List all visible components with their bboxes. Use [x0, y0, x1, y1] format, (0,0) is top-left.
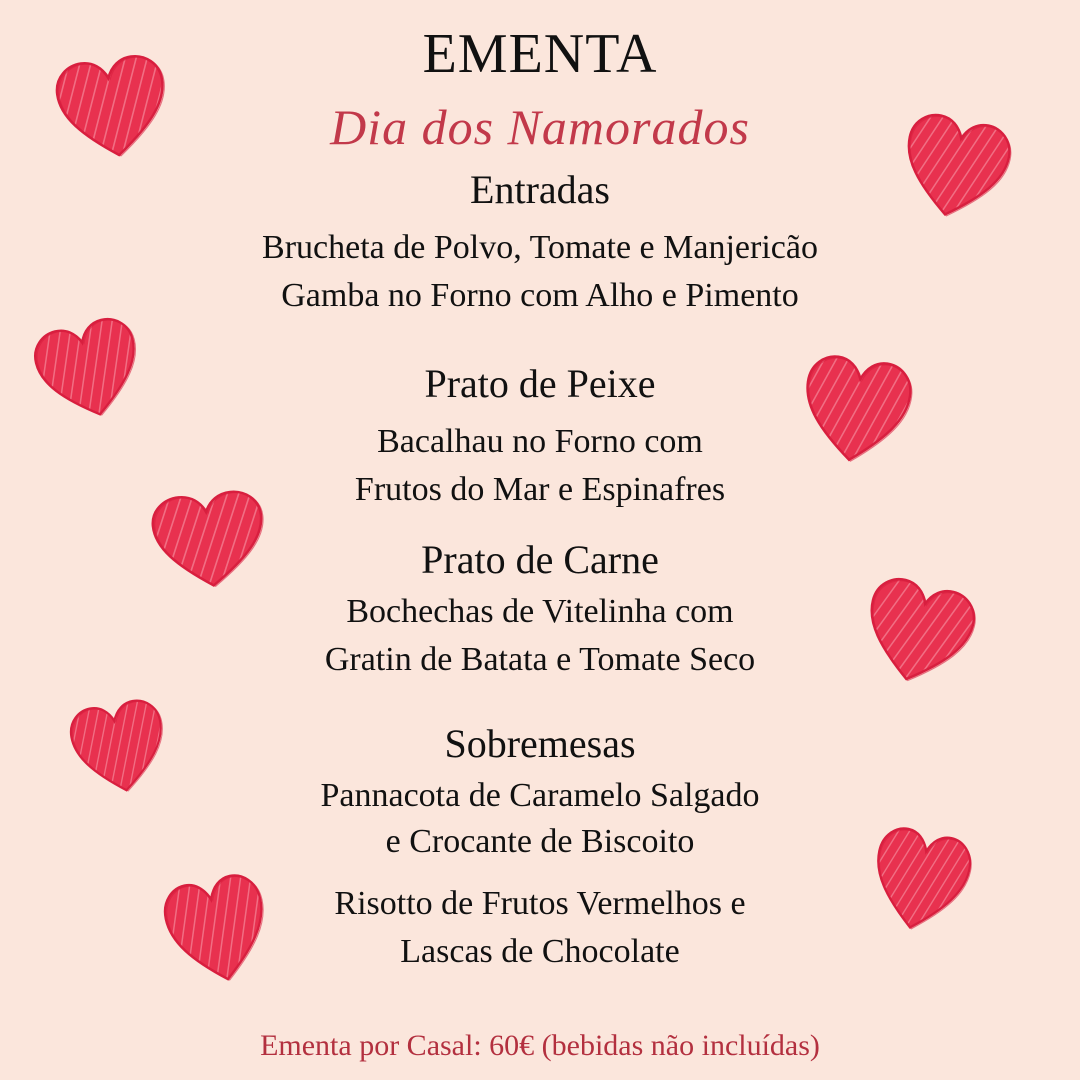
heart-icon	[62, 692, 175, 803]
heart-icon	[890, 105, 1019, 231]
section-heading-peixe: Prato de Peixe	[424, 361, 656, 406]
heart-icon	[860, 819, 980, 942]
menu-item: Gratin de Batata e Tomate Seco	[324, 641, 756, 678]
heart-icon	[48, 48, 176, 168]
section-heading-carne: Prato de Carne	[421, 537, 659, 582]
section-heading-sobremesas: Sobremesas	[444, 721, 636, 766]
price-footer: Ementa por Casal: 60€ (bebidas não incluídas)	[260, 1029, 820, 1062]
menu-item: Pannacota de Caramelo Salgado	[320, 777, 760, 814]
heart-icon	[793, 348, 919, 473]
section-heading-entradas: Entradas	[470, 167, 610, 212]
menu-item: Brucheta de Polvo, Tomate e Manjericão	[262, 229, 818, 266]
menu-title: EMENTA	[422, 23, 658, 85]
heart-icon	[25, 308, 154, 431]
menu-item: Bochechas de Vitelinha com	[346, 593, 734, 630]
menu-item: Lascas de Chocolate	[400, 933, 680, 970]
menu-item: Gamba no Forno com Alho e Pimento	[281, 277, 799, 314]
menu-item: Bacalhau no Forno com	[377, 423, 703, 460]
menu-item: e Crocante de Biscoito	[385, 823, 695, 860]
menu-item: Risotto de Frutos Vermelhos e	[334, 885, 746, 922]
heart-icon	[145, 484, 273, 596]
heart-icon	[155, 865, 281, 994]
menu-subtitle: Dia dos Namorados	[330, 99, 750, 155]
menu-item: Frutos do Mar e Espinafres	[354, 471, 726, 508]
